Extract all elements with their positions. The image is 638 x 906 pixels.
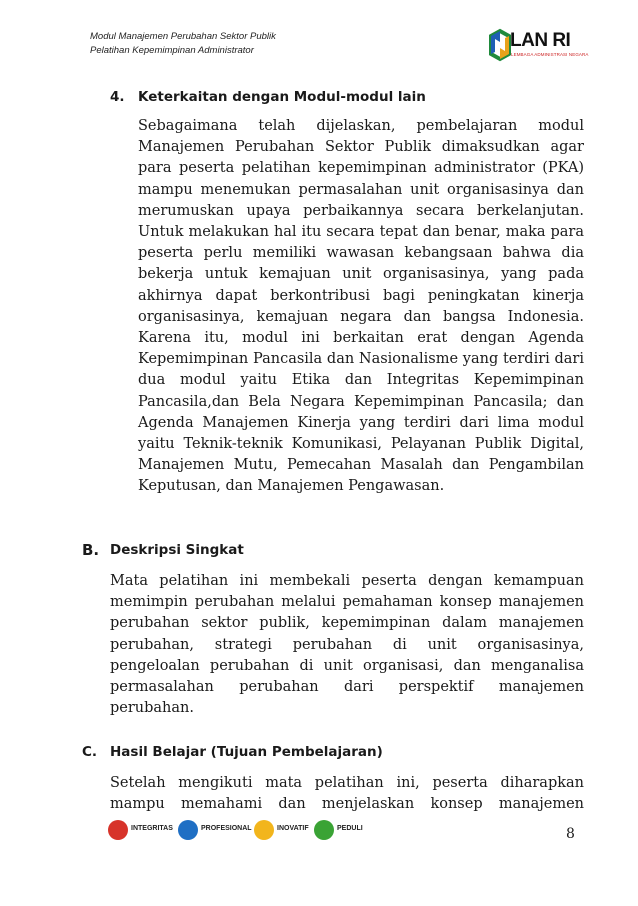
section-b-heading: Deskripsi Singkat xyxy=(110,542,244,558)
core-values-footer xyxy=(108,818,368,846)
page-number: 8 xyxy=(566,826,575,842)
value-label: INOVATIF xyxy=(277,825,309,832)
value-label: INTEGRITAS xyxy=(131,825,173,832)
header-module-title: Modul Manajemen Perubahan Sektor Publik xyxy=(90,31,276,42)
section-4-number: 4. xyxy=(110,89,125,105)
running-header xyxy=(90,30,390,58)
value-label: PEDULI xyxy=(337,825,363,832)
lan-ri-logo xyxy=(487,26,607,70)
section-4-paragraph: Sebagaimana telah dijelaskan, pembelajaran modul Manajemen Perubahan Sektor Publik dimaksudkan agar para peserta pelatihan kepemimpinan administrator (PKA) mampu menemukan permasalahan unit organisasinya dan merumuskan upaya perbaikannya secara berkelanjutan. Untuk melakukan hal itu secara tepat dan benar, maka para peserta perlu memiliki wawasan kebangsaan bahwa dia bekerja untuk kemajuan unit organisasinya, yang pada akhirnya dapat berkontribusi bagi peningkatan kinerja organisasinya, kemajuan negara dan bangsa Indonesia. Karena itu, modul ini berkaitan erat dengan Agenda Kepemimpinan Pancasila dan Nasionalisme yang terdiri dari dua modul yaitu Etika dan Integritas Kepemimpinan Pancasila,dan Bela Negara Kepemimpinan Pancasila; dan Agenda Manajemen Kinerja yang terdiri dari lima modul yaitu Teknik-teknik Komunikasi, Pelayanan Publik Digital, Manajemen Mutu, Pemecahan Masalah dan Pengambilan Keputusan, dan Manajemen Pengawasan. xyxy=(138,118,584,495)
section-c-heading: Hasil Belajar (Tujuan Pembelajaran) xyxy=(110,744,383,760)
section-b-letter: B. xyxy=(82,541,100,559)
section-c-letter: C. xyxy=(82,744,98,760)
inovatif-icon xyxy=(254,820,274,840)
value-label: PROFESIONAL xyxy=(201,825,252,832)
logo-text: LAN RI xyxy=(510,30,571,51)
integritas-icon xyxy=(108,820,128,840)
header-training-title: Pelatihan Kepemimpinan Administrator xyxy=(90,45,254,56)
peduli-icon xyxy=(314,820,334,840)
section-c-paragraph: Setelah mengikuti mata pelatihan ini, peserta diharapkan mampu memahami dan menjelaskan konsep manajemen xyxy=(110,775,584,813)
section-4-heading: Keterkaitan dengan Modul-modul lain xyxy=(138,89,426,105)
profesional-icon xyxy=(178,820,198,840)
logo-subtitle: LEMBAGA ADMINISTRASI NEGARA xyxy=(511,52,589,57)
section-b-paragraph: Mata pelatihan ini membekali peserta dengan kemampuan memimpin perubahan melalui pemahaman konsep manajemen perubahan sektor publik, kepemimpinan dalam manajemen perubahan, strategi perubahan di unit organisasinya, pengeloalan perubahan di unit organisasi, dan menganalisa permasalahan perubahan dari perspektif manajemen perubahan. xyxy=(110,573,584,717)
